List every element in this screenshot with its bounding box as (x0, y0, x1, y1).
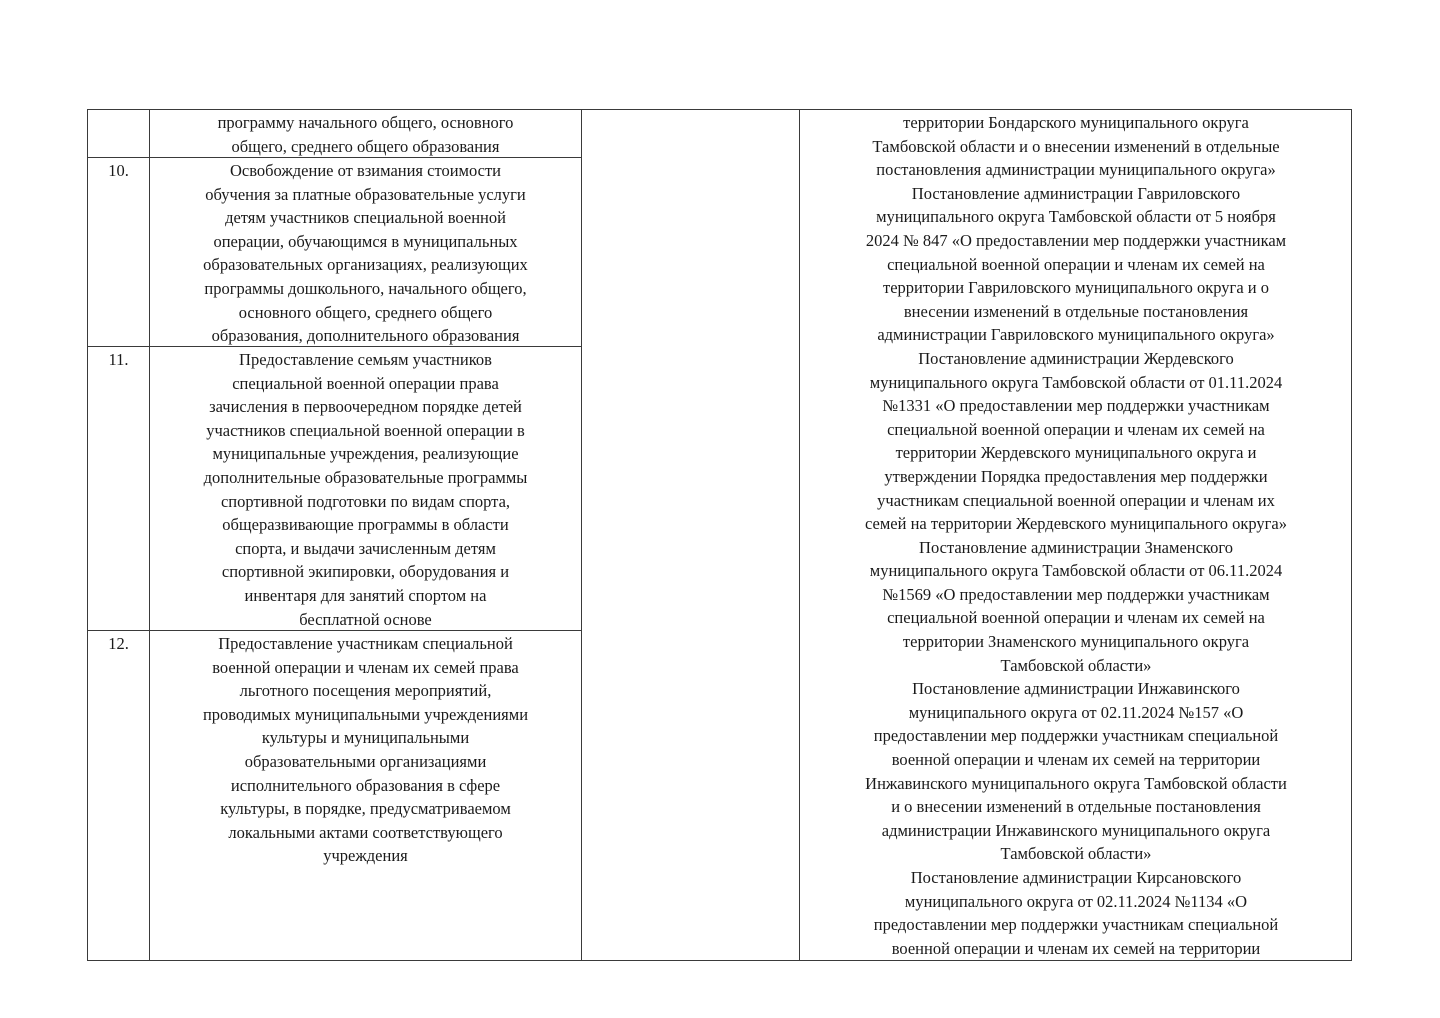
measure-description (150, 111, 581, 158)
reference-line: Постановление администрации Жердевского (918, 348, 1234, 368)
reference-line: Постановление администрации Знаменского (919, 537, 1233, 557)
description-line: культуры и муниципальными (261, 728, 470, 748)
description-line: учреждения (323, 846, 408, 866)
description-line: бесплатной основе (299, 609, 432, 629)
reference-line: 2024 № 847 «О предоставлении мер поддержки участникам (865, 230, 1287, 250)
reference-line: Постановление администрации Кирсановского (910, 868, 1242, 887)
reference-line: специальной военной операции и членам их семей на (887, 419, 1265, 439)
reference-line: муниципального округа Тамбовской области от 06.11.2024 (869, 561, 1283, 581)
reference-line: предоставлении мер поддержки участникам специальной (873, 726, 1279, 746)
description-line: Предоставление семьям участников (239, 350, 492, 369)
reference-line: постановления администрации муниципального округа» (876, 160, 1276, 180)
description-line: детям участников специальной военной (225, 208, 506, 228)
reference-line: территории Бондарского муниципального округа (903, 113, 1249, 132)
description-line: спортивной экипировки, оборудования и (221, 562, 510, 582)
description-line: военной операции и членам их семей права (212, 657, 519, 677)
reference-line: №1331 «О предоставлении мер поддержки участникам (882, 396, 1270, 416)
description-line: проводимых муниципальными учреждениями (202, 704, 529, 724)
description-line: специальной военной операции права (232, 373, 499, 393)
reference-line: военной операции и членам их семей на территории (891, 750, 1261, 770)
reference-line: администрации Инжавинского муниципального округа (881, 820, 1271, 840)
reference-line: Постановление администрации Гавриловского (911, 183, 1241, 203)
reference-line: муниципального округа от 02.11.2024 №1134 «О (904, 891, 1248, 911)
reference-line: специальной военной операции и членам их семей на (887, 254, 1265, 274)
reference-line: военной операции и членам их семей на территории (891, 938, 1261, 958)
measure-description (150, 348, 581, 631)
column-divider-measure (581, 109, 582, 961)
description-line: программу начального общего, основного (217, 113, 514, 132)
description-line: муниципальные учреждения, реализующие (212, 444, 519, 464)
reference-line: территории Знаменского муниципального округа (902, 632, 1250, 652)
description-line: исполнительного образования в сфере (230, 775, 501, 795)
reference-line: специальной военной операции и членам их семей на (887, 608, 1265, 628)
description-line: локальными актами соответствующего (228, 822, 503, 842)
description-line: участников специальной военной операции в (206, 420, 525, 440)
description-line: зачисления в первоочередном порядке детей (209, 397, 522, 417)
description-line: программы дошкольного, начального общего, (204, 278, 527, 298)
description-line: общеразвивающие программы в области (222, 515, 509, 535)
measure-description (150, 159, 581, 348)
description-line: обучения за платные образовательные услуги (205, 184, 526, 204)
reference-line: Тамбовской области» (1000, 655, 1152, 675)
reference-line: семей на территории Жердевского муниципального округа» (865, 514, 1287, 534)
reference-line: предоставлении мер поддержки участникам специальной (873, 915, 1279, 935)
legal-references-column (800, 111, 1352, 960)
row-number: 11. (108, 350, 129, 369)
reference-line: муниципального округа Тамбовской области от 5 ноября (876, 207, 1276, 227)
description-line: Освобождение от взимания стоимости (229, 161, 502, 180)
reference-line: администрации Гавриловского муниципального округа» (877, 325, 1275, 345)
description-line: операции, обучающимся в муниципальных (213, 231, 518, 251)
description-line: спортивной подготовки по видам спорта, (220, 491, 511, 511)
description-line: спорта, и выдачи зачисленным детям (235, 538, 496, 558)
description-line: Предоставление участникам специальной (218, 634, 513, 653)
reference-line: Инжавинского муниципального округа Тамбовской области (865, 773, 1287, 793)
reference-line: Тамбовской области» (1000, 844, 1152, 864)
reference-line: №1569 «О предоставлении мер поддержки участникам (882, 584, 1270, 604)
row-number: 12. (108, 634, 129, 653)
reference-line: территории Жердевского муниципального округа и (895, 443, 1257, 463)
description-line: образовательных организациях, реализующих (203, 255, 528, 275)
description-line: образовательными организациями (244, 751, 487, 771)
description-line: основного общего, среднего общего (238, 302, 493, 322)
description-line: общего, среднего общего образования (231, 136, 500, 156)
reference-line: муниципального округа от 02.11.2024 №157 «О (908, 702, 1244, 722)
reference-line: территории Гавриловского муниципального округа и о (883, 278, 1269, 298)
description-line: инвентаря для занятий спортом на (244, 585, 487, 605)
row-number: 10. (108, 161, 129, 180)
description-line: льготного посещения мероприятий, (239, 681, 492, 701)
reference-line: внесении изменений в отдельные постановления (903, 301, 1249, 321)
reference-line: участникам специальной военной операции и членам их (877, 490, 1275, 510)
reference-line: Постановление администрации Инжавинского (912, 679, 1240, 699)
reference-line: муниципального округа Тамбовской области от 01.11.2024 (869, 372, 1283, 392)
description-line: образования, дополнительного образования (211, 326, 520, 346)
reference-line: Тамбовской области и о внесении изменений в отдельные (872, 136, 1280, 156)
measure-description (150, 632, 581, 868)
reference-line: и о внесении изменений в отдельные постановления (891, 797, 1261, 817)
description-line: дополнительные образовательные программы (203, 467, 528, 487)
reference-line: утверждении Порядка предоставления мер поддержки (884, 466, 1268, 486)
description-line: культуры, в порядке, предусматриваемом (220, 799, 511, 819)
